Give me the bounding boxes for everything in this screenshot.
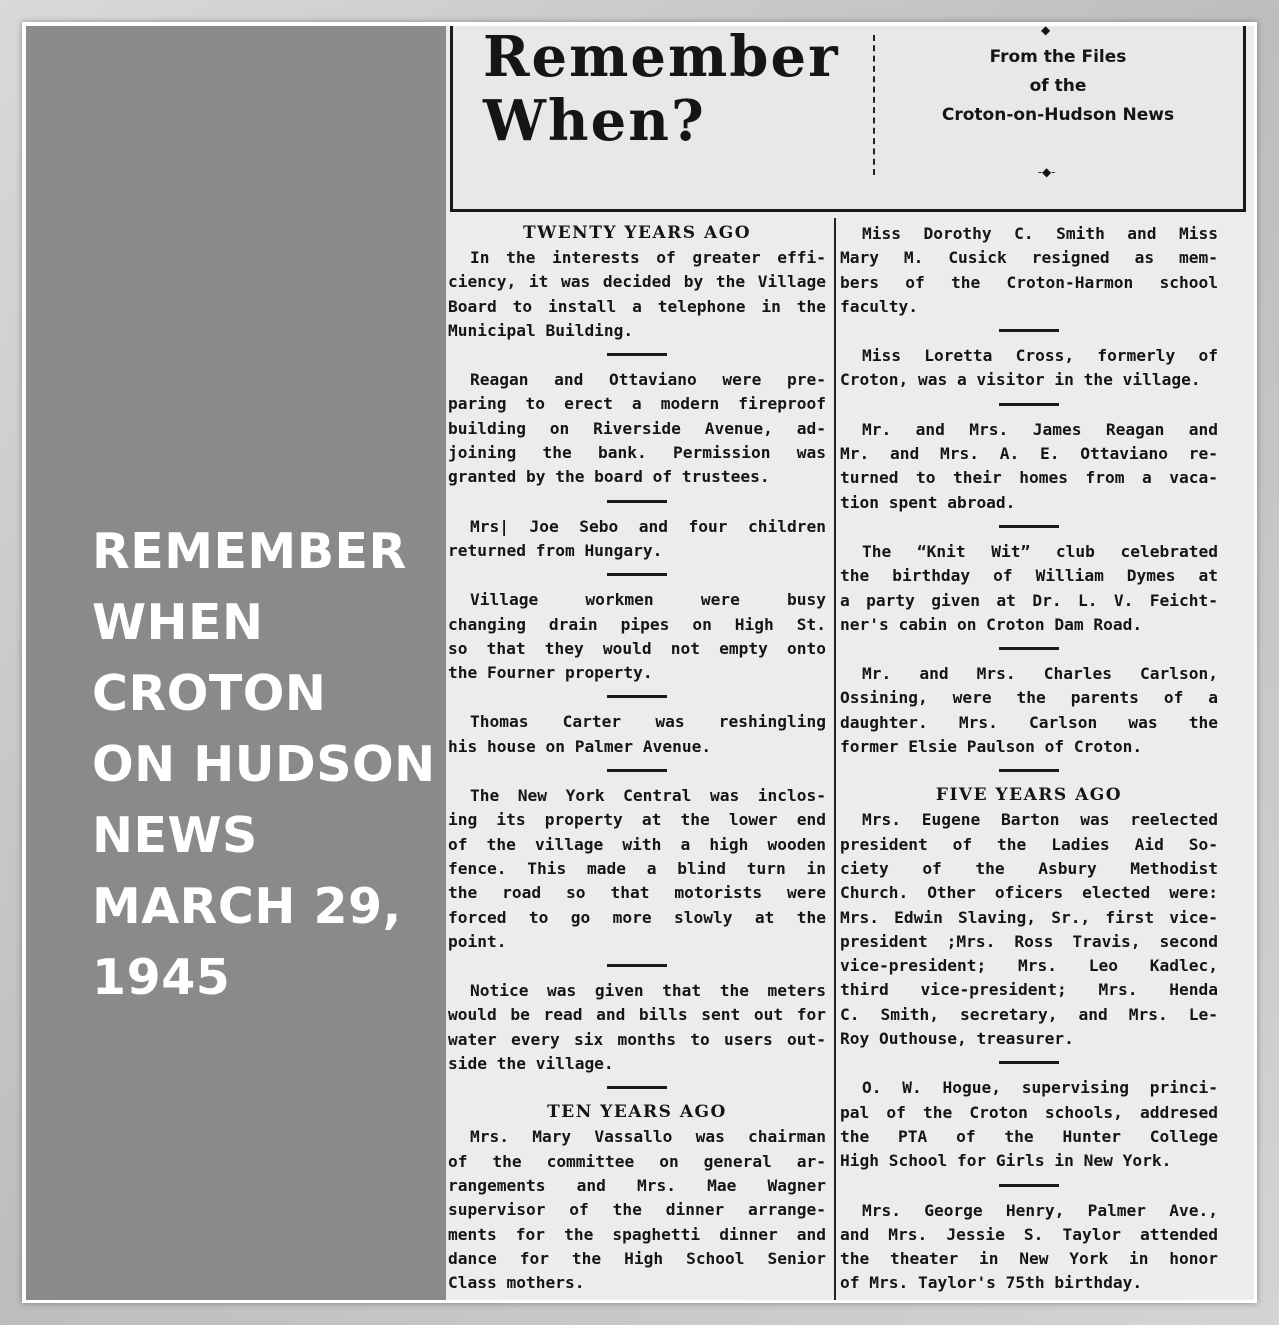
news-item (840, 662, 1218, 759)
text-line: the PTA of the Hunter College (840, 1126, 1218, 1146)
item-separator (999, 525, 1059, 528)
item-separator (607, 695, 667, 698)
news-item (840, 418, 1218, 515)
text-line: Mr. and Mrs. A. E. Ottaviano re- (840, 444, 1218, 464)
masthead-source (893, 43, 1223, 130)
text-line: joining the bank. Permission was (448, 443, 826, 463)
text-line: paring to erect a modern fireproof (448, 394, 826, 414)
caption-line: REMEMBER (92, 523, 407, 580)
source-line: From the Files (989, 47, 1127, 67)
text-line: Mr. and Mrs. James Reagan and (862, 419, 1218, 439)
text-line: C. Smith, secretary, and Mrs. Le- (840, 1004, 1218, 1024)
text-line: fence. This made a blind turn in (448, 858, 826, 878)
text-line: turned to their homes from a vaca- (840, 468, 1218, 488)
text-line: of Mrs. Taylor's 75th birthday. (840, 1273, 1143, 1293)
text-line: In the interests of greater effi- (470, 248, 826, 267)
text-line: Mr. and Mrs. Charles Carlson, (862, 664, 1218, 684)
text-line: High School for Girls in New York. (840, 1151, 1172, 1171)
text-line: side the village. (448, 1054, 614, 1074)
text-line: O. W. Hogue, supervising princi- (862, 1078, 1218, 1098)
text-line: Mrs| Joe Sebo and four children (470, 516, 826, 536)
item-separator (607, 964, 667, 967)
text-line: building on Riverside Avenue, ad- (448, 418, 826, 438)
text-line: Croton, was a visitor in the village. (840, 370, 1201, 390)
text-line: the theater in New York in honor (840, 1249, 1218, 1269)
text-line: ments for the spaghetti dinner and (448, 1224, 826, 1244)
item-separator (999, 1061, 1059, 1064)
text-line: and Mrs. Jessie S. Taylor attended (840, 1224, 1218, 1244)
text-line: Municipal Building. (448, 320, 634, 340)
masthead-box (450, 26, 1246, 212)
text-line: water every six months to users out- (448, 1029, 826, 1049)
text-line: pal of the Croton schools, addresed (840, 1102, 1218, 1122)
news-item (448, 368, 826, 489)
item-separator (999, 1184, 1059, 1187)
text-line: Thomas Carter was reshingling (470, 712, 826, 732)
news-item (840, 1199, 1218, 1296)
text-line: his house on Palmer Avenue. (448, 736, 712, 756)
title-line: Remember (483, 26, 840, 90)
text-line: of the committee on general ar- (448, 1151, 826, 1171)
text-line: Roy Outhouse, treasurer. (840, 1029, 1074, 1049)
section-heading: FIVE YEARS AGO (935, 785, 1123, 806)
right-column (840, 222, 1218, 1300)
text-line: forced to go more slowly at the (448, 907, 826, 927)
text-line: former Elsie Paulson of Croton. (840, 737, 1143, 757)
caption-line: 1945 (92, 949, 231, 1006)
masthead-title (483, 26, 840, 153)
text-line: Ossining, were the parents of a (840, 688, 1218, 708)
news-item (448, 588, 826, 685)
text-line: the Fourner property. (448, 663, 653, 683)
text-line: Mrs. Mary Vassallo was chairman (470, 1127, 826, 1147)
text-line: returned from Hungary. (448, 540, 663, 560)
text-line: Miss Dorothy C. Smith and Miss (862, 224, 1218, 243)
text-line: vice-president; Mrs. Leo Kadlec, (840, 956, 1218, 976)
caption-line: NEWS (92, 807, 258, 864)
text-line: ner's cabin on Croton Dam Road. (840, 614, 1143, 634)
text-line: supervisor of the dinner arrange- (448, 1200, 826, 1220)
text-line: president ;Mrs. Ross Travis, second (840, 931, 1218, 951)
section-heading: TEN YEARS AGO (547, 1102, 727, 1123)
text-line: ciency, it was decided by the Village (448, 272, 826, 292)
column-rule (834, 218, 836, 1300)
text-line: of the village with a high wooden (448, 834, 826, 854)
caption-line: MARCH 29, (92, 878, 402, 935)
text-line: Mrs. Eugene Barton was reelected (862, 810, 1218, 830)
text-line: third vice-president; Mrs. Henda (840, 980, 1218, 1000)
news-item (448, 246, 826, 343)
text-line: Village workmen were busy (470, 590, 826, 610)
ornament-icon: ◆ (1041, 26, 1051, 37)
caption-line: WHEN (92, 594, 264, 651)
text-line: changing drain pipes on High St. (448, 614, 826, 634)
text-line: dance for the High School Senior (448, 1248, 826, 1268)
news-item (840, 808, 1218, 1051)
text-line: The “Knit Wit” club celebrated (862, 541, 1218, 561)
news-item (840, 1076, 1218, 1173)
item-separator (607, 769, 667, 772)
text-line: Mrs. George Henry, Palmer Ave., (862, 1200, 1218, 1220)
text-line: ing its property at the lower end (448, 810, 826, 830)
text-line: Board to install a telephone in the (448, 296, 826, 316)
news-item (840, 222, 1218, 319)
item-separator (999, 769, 1059, 772)
text-line: faculty. (840, 296, 918, 316)
caption-line: CROTON (92, 665, 327, 722)
text-line: Class mothers. (448, 1273, 585, 1293)
news-item (448, 784, 826, 954)
text-line: president of the Ladies Aid So- (840, 834, 1218, 854)
caption-text (92, 516, 442, 1013)
masthead-divider (873, 35, 875, 175)
source-line: Croton-on-Hudson News (941, 105, 1175, 125)
section-heading: TWENTY YEARS AGO (522, 223, 752, 243)
news-item (448, 515, 826, 564)
item-separator (607, 500, 667, 503)
text-line: point. (448, 931, 507, 951)
news-item (840, 344, 1218, 393)
item-separator (999, 647, 1059, 650)
news-item (448, 710, 826, 759)
ornament-icon: -◆- (1038, 165, 1056, 179)
news-item (840, 540, 1218, 637)
text-line: Church. Other oficers elected were: (840, 883, 1218, 903)
left-column (448, 222, 826, 1295)
text-line: Reagan and Ottaviano were pre- (470, 370, 826, 390)
caption-line: ON HUDSON (92, 736, 436, 793)
text-line: bers of the Croton-Harmon school (840, 272, 1218, 292)
text-line: daughter. Mrs. Carlson was the (840, 712, 1218, 732)
item-separator (607, 1086, 667, 1089)
item-separator (999, 329, 1059, 332)
newspaper-clipping (446, 26, 1254, 1300)
item-separator (999, 403, 1059, 406)
text-line: Mary M. Cusick resigned as mem- (840, 248, 1218, 268)
item-separator (607, 573, 667, 576)
text-line: Mrs. Edwin Slaving, Sr., first vice- (840, 907, 1218, 927)
text-line: would be read and bills sent out for (448, 1005, 826, 1025)
news-item (448, 979, 826, 1076)
text-line: ciety of the Asbury Methodist (840, 858, 1218, 878)
text-line: granted by the board of trustees. (448, 467, 770, 487)
item-separator (607, 353, 667, 356)
text-line: tion spent abroad. (840, 492, 1016, 512)
text-line: a party given at Dr. L. V. Feicht- (840, 590, 1218, 610)
source-line: of the (1029, 76, 1087, 96)
text-line: the birthday of William Dymes at (840, 566, 1218, 586)
title-line: When? (483, 88, 706, 154)
news-item (448, 1125, 826, 1295)
text-line: The New York Central was inclos- (470, 786, 826, 806)
text-line: so that they would not empty onto (448, 638, 826, 658)
text-line: Notice was given that the meters (470, 981, 826, 1001)
text-line: the road so that motorists were (448, 883, 826, 903)
text-line: Miss Loretta Cross, formerly of (862, 346, 1218, 366)
text-line: rangements and Mrs. Mae Wagner (448, 1175, 826, 1195)
